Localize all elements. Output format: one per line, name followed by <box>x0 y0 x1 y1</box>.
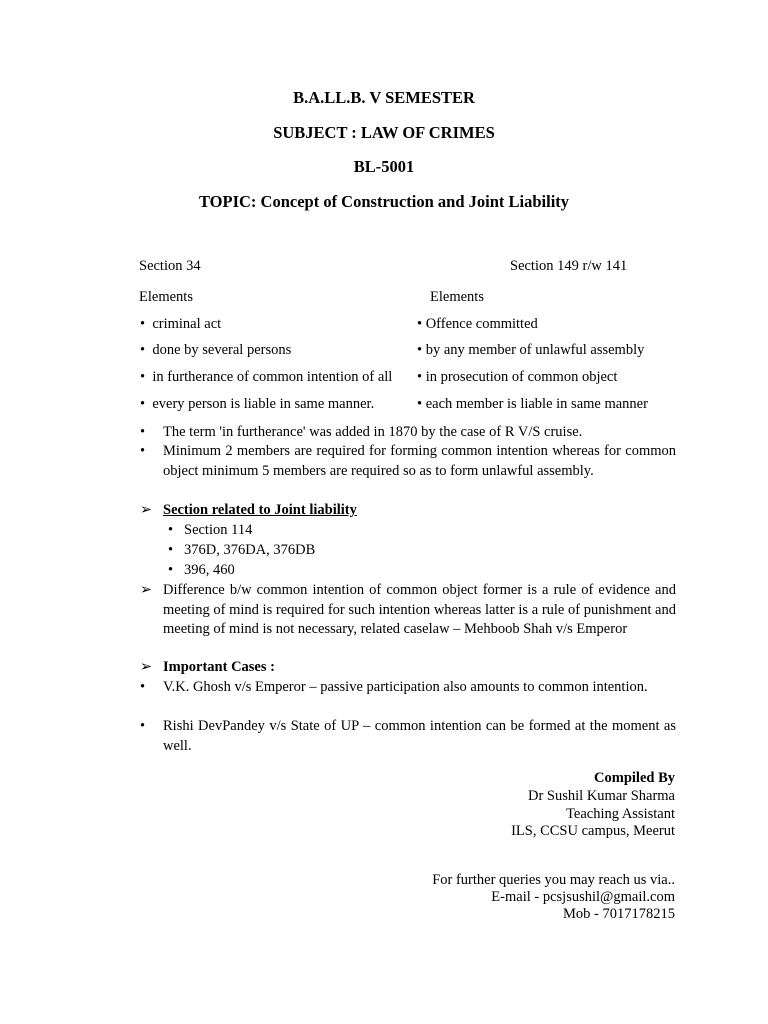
bullet-icon: • <box>168 542 174 558</box>
course-code: BL-5001 <box>353 157 415 176</box>
compiled-by-label: Compiled By <box>594 770 675 786</box>
bullet-icon: • <box>140 679 146 695</box>
list-item: • done by several persons <box>140 342 292 358</box>
bullet-icon: • <box>140 443 146 459</box>
bullet-icon: • <box>140 369 146 385</box>
bullet-icon: • <box>168 562 174 578</box>
joint-liability-section <box>140 501 676 521</box>
list-item: • Offence committed <box>417 316 538 332</box>
list-item: • Section 114 <box>168 521 252 541</box>
joint-liability-heading: Section related to Joint liability <box>163 502 357 518</box>
left-column-heading: Section 34 <box>139 258 201 274</box>
bullet-icon: • <box>417 316 423 332</box>
right-column-heading: Section 149 r/w 141 <box>510 258 628 274</box>
bullet-icon: • <box>140 316 146 332</box>
course-title: B.A.LL.B. V SEMESTER <box>293 88 475 107</box>
bullet-icon: • <box>140 396 146 412</box>
bullet-icon: • <box>417 342 423 358</box>
arrow-bullet-icon: ➢ <box>140 502 153 518</box>
list-item: • criminal act <box>140 316 222 332</box>
list-item: • 396, 460 <box>168 561 235 581</box>
list-item: • 376D, 376DA, 376DB <box>168 541 315 561</box>
arrow-bullet-icon: ➢ <box>140 659 153 675</box>
important-cases-heading: Important Cases : <box>163 659 275 675</box>
note-item: • Minimum 2 members are required for forming common intention whereas for common object minimum 5 members are required so as to form unlawful assembly. <box>140 443 676 479</box>
bullet-icon: • <box>140 718 146 734</box>
author-place: ILS, CCSU campus, Meerut <box>511 823 675 839</box>
contact-mobile: Mob - 7017178215 <box>563 906 675 922</box>
contact-line: For further queries you may reach us via.. <box>432 872 675 888</box>
list-item: • in prosecution of common object <box>417 369 618 385</box>
difference-paragraph: ➢ Difference b/w common intention of common object former is a rule of evidence and meeting of mind is required for such intention whereas latter is a rule of punishment and meeting of mind is not necessary, related caselaw – Mehboob Shah v/s Emperor <box>140 582 676 637</box>
list-item: • every person is liable in same manner. <box>140 396 375 412</box>
author-role: Teaching Assistant <box>566 806 675 822</box>
case-item: • V.K. Ghosh v/s Emperor – passive participation also amounts to common intention. <box>140 678 676 698</box>
list-item: • in furtherance of common intention of all <box>140 369 393 385</box>
bullet-icon: • <box>140 342 146 358</box>
left-column-subheading: Elements <box>139 289 193 305</box>
bullet-icon: • <box>168 522 174 538</box>
important-cases-section <box>140 658 676 678</box>
author-name: Dr Sushil Kumar Sharma <box>528 788 675 804</box>
note-item: • The term 'in furtherance' was added in 1870 by the case of R V/S cruise. <box>140 423 676 443</box>
list-item: • each member is liable in same manner <box>417 396 648 412</box>
subject-title: SUBJECT : LAW OF CRIMES <box>273 123 495 142</box>
list-item: • by any member of unlawful assembly <box>417 342 645 358</box>
arrow-bullet-icon: ➢ <box>140 582 153 598</box>
case-item: • Rishi DevPandey v/s State of UP – common intention can be formed at the moment as well. <box>140 718 676 754</box>
bullet-icon: • <box>417 369 423 385</box>
right-column-subheading: Elements <box>430 289 484 305</box>
topic-title: TOPIC: Concept of Construction and Joint Liability <box>198 192 570 211</box>
contact-email: E-mail - pcsjsushil@gmail.com <box>491 889 675 905</box>
bullet-icon: • <box>417 396 423 412</box>
bullet-icon: • <box>140 424 146 440</box>
